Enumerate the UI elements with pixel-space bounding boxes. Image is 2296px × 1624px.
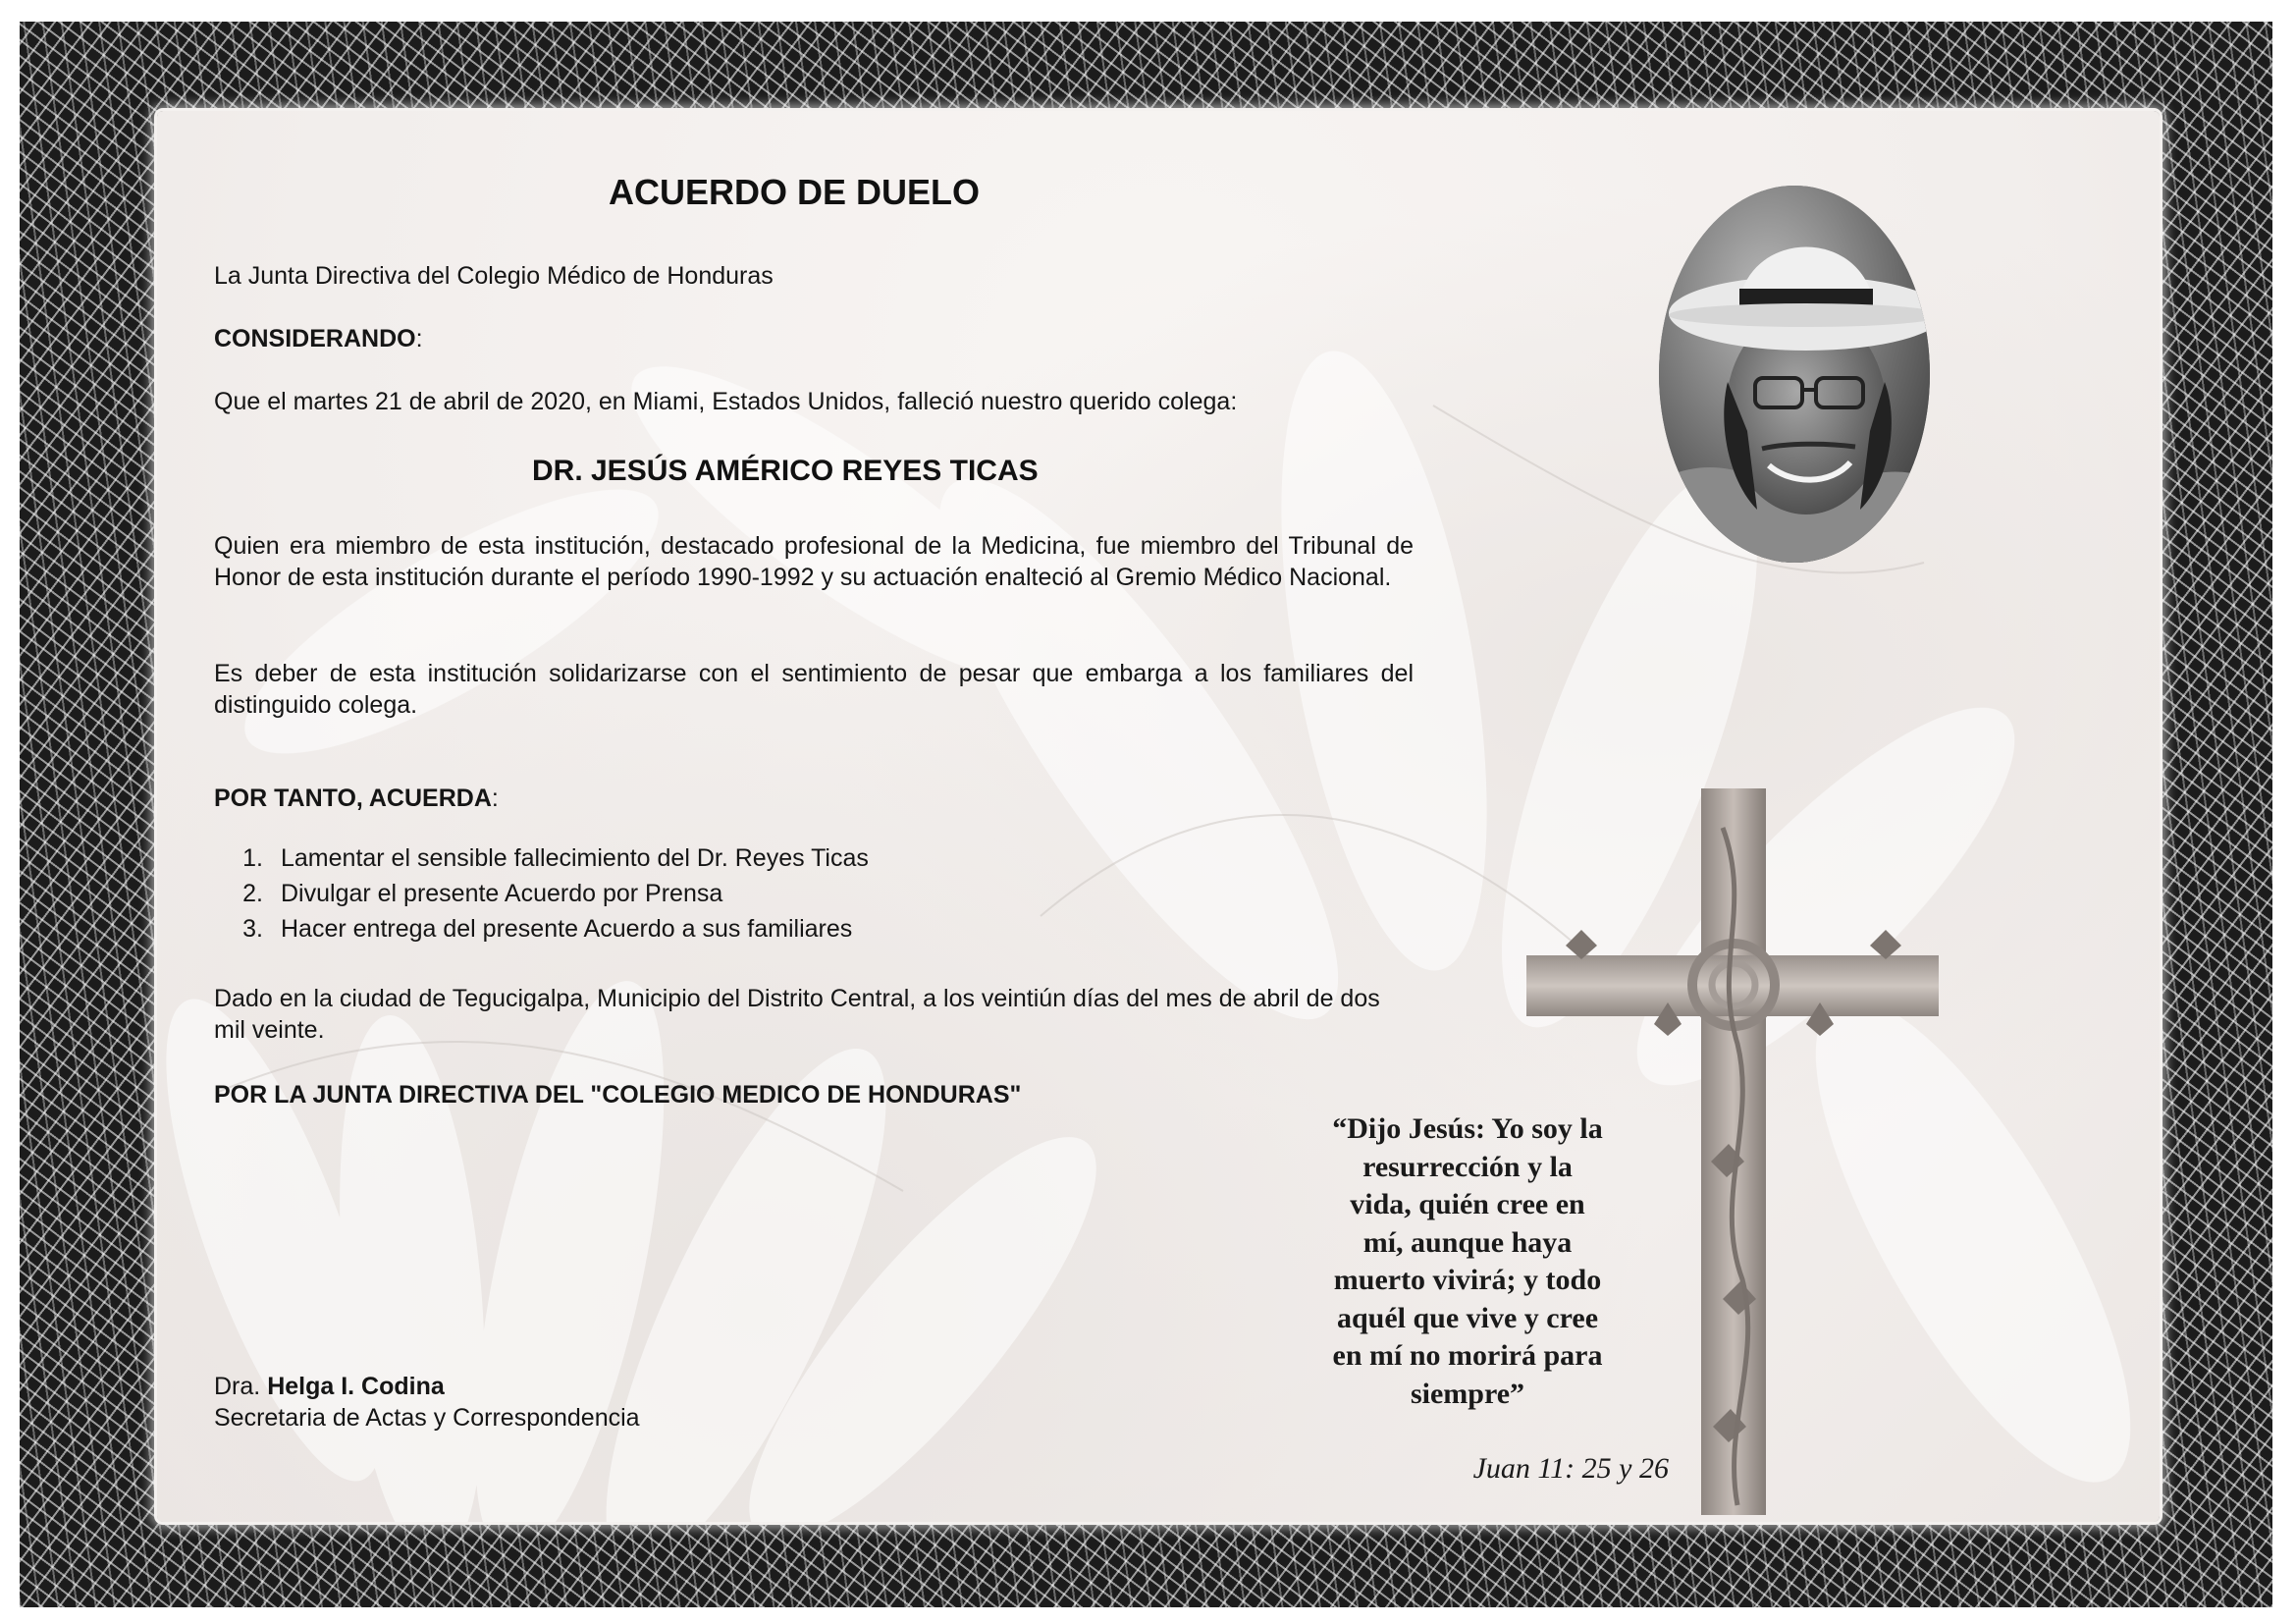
closing-text: Dado en la ciudad de Tegucigalpa, Municipio del Distrito Central, a los veintiún días del mes de abril de dos mil veinte. — [214, 985, 1380, 1044]
quote-line: vida, quién cree en — [1350, 1188, 1585, 1220]
list-item-text: Divulgar el presente Acuerdo por Prensa — [281, 880, 723, 907]
quote-line: en mí no morirá para — [1332, 1339, 1603, 1372]
quote-line: muerto vivirá; y todo — [1333, 1264, 1602, 1296]
quote-line: mí, aunque haya — [1362, 1225, 1573, 1259]
deceased-name: DR. JESÚS AMÉRICO REYES TICAS — [532, 455, 1039, 487]
list-item-number: 2. — [242, 880, 263, 907]
quote-line: resurrección y la — [1362, 1150, 1573, 1183]
por-tanto-heading — [214, 783, 499, 814]
intro-text: La Junta Directiva del Colegio Médico de Honduras — [214, 262, 774, 290]
portrait-photo — [1659, 186, 1930, 563]
paragraph-membership: Quien era miembro de esta institución, destacado profesional de la Medicina, fue miembro del Tribunal de Honor de esta institución durante el período 1990-1992 y su actuación enalteció al Gremio Médico Nacional. — [214, 532, 1414, 591]
signatory-prefix: Dra. — [214, 1373, 268, 1400]
por-tanto-colon: : — [491, 785, 499, 812]
death-notice: Que el martes 21 de abril de 2020, en Miami, Estados Unidos, falleció nuestro querido colega: — [214, 388, 1238, 415]
list-item-number: 3. — [242, 915, 263, 943]
considerando-colon: : — [415, 325, 423, 352]
signatory — [214, 1371, 445, 1402]
list-item — [214, 878, 869, 913]
bible-quote — [1271, 1110, 1664, 1413]
list-item — [214, 842, 869, 878]
quote-line: aquél que vive y cree — [1336, 1301, 1599, 1334]
signatory-name: Helga I. Codina — [267, 1373, 445, 1400]
quote-line: siempre” — [1410, 1377, 1525, 1410]
quote-citation: Juan 11: 25 y 26 — [1472, 1452, 1669, 1485]
list-item-number: 1. — [242, 844, 263, 872]
list-item-text: Lamentar el sensible fallecimiento del Dr. Reyes Ticas — [281, 844, 869, 872]
considerando-label: CONSIDERANDO — [214, 325, 416, 352]
document-page — [157, 111, 2160, 1522]
quote-line: “Dijo Jesús: Yo soy la — [1332, 1112, 1603, 1145]
considerando-heading — [214, 323, 423, 354]
resolutions-list — [214, 842, 869, 948]
list-item-text: Hacer entrega del presente Acuerdo a sus familiares — [281, 915, 853, 943]
list-item — [214, 913, 869, 948]
por-tanto-label: POR TANTO, ACUERDA — [214, 785, 492, 812]
signatory-role: Secretaria de Actas y Correspondencia — [214, 1404, 640, 1432]
board-line: POR LA JUNTA DIRECTIVA DEL "COLEGIO MEDICO DE HONDURAS" — [214, 1081, 1022, 1109]
paragraph-duty: Es deber de esta institución solidarizarse con el sentimiento de pesar que embarga a los familiares del distinguido colega. — [214, 660, 1414, 719]
page-title: ACUERDO DE DUELO — [609, 172, 981, 212]
